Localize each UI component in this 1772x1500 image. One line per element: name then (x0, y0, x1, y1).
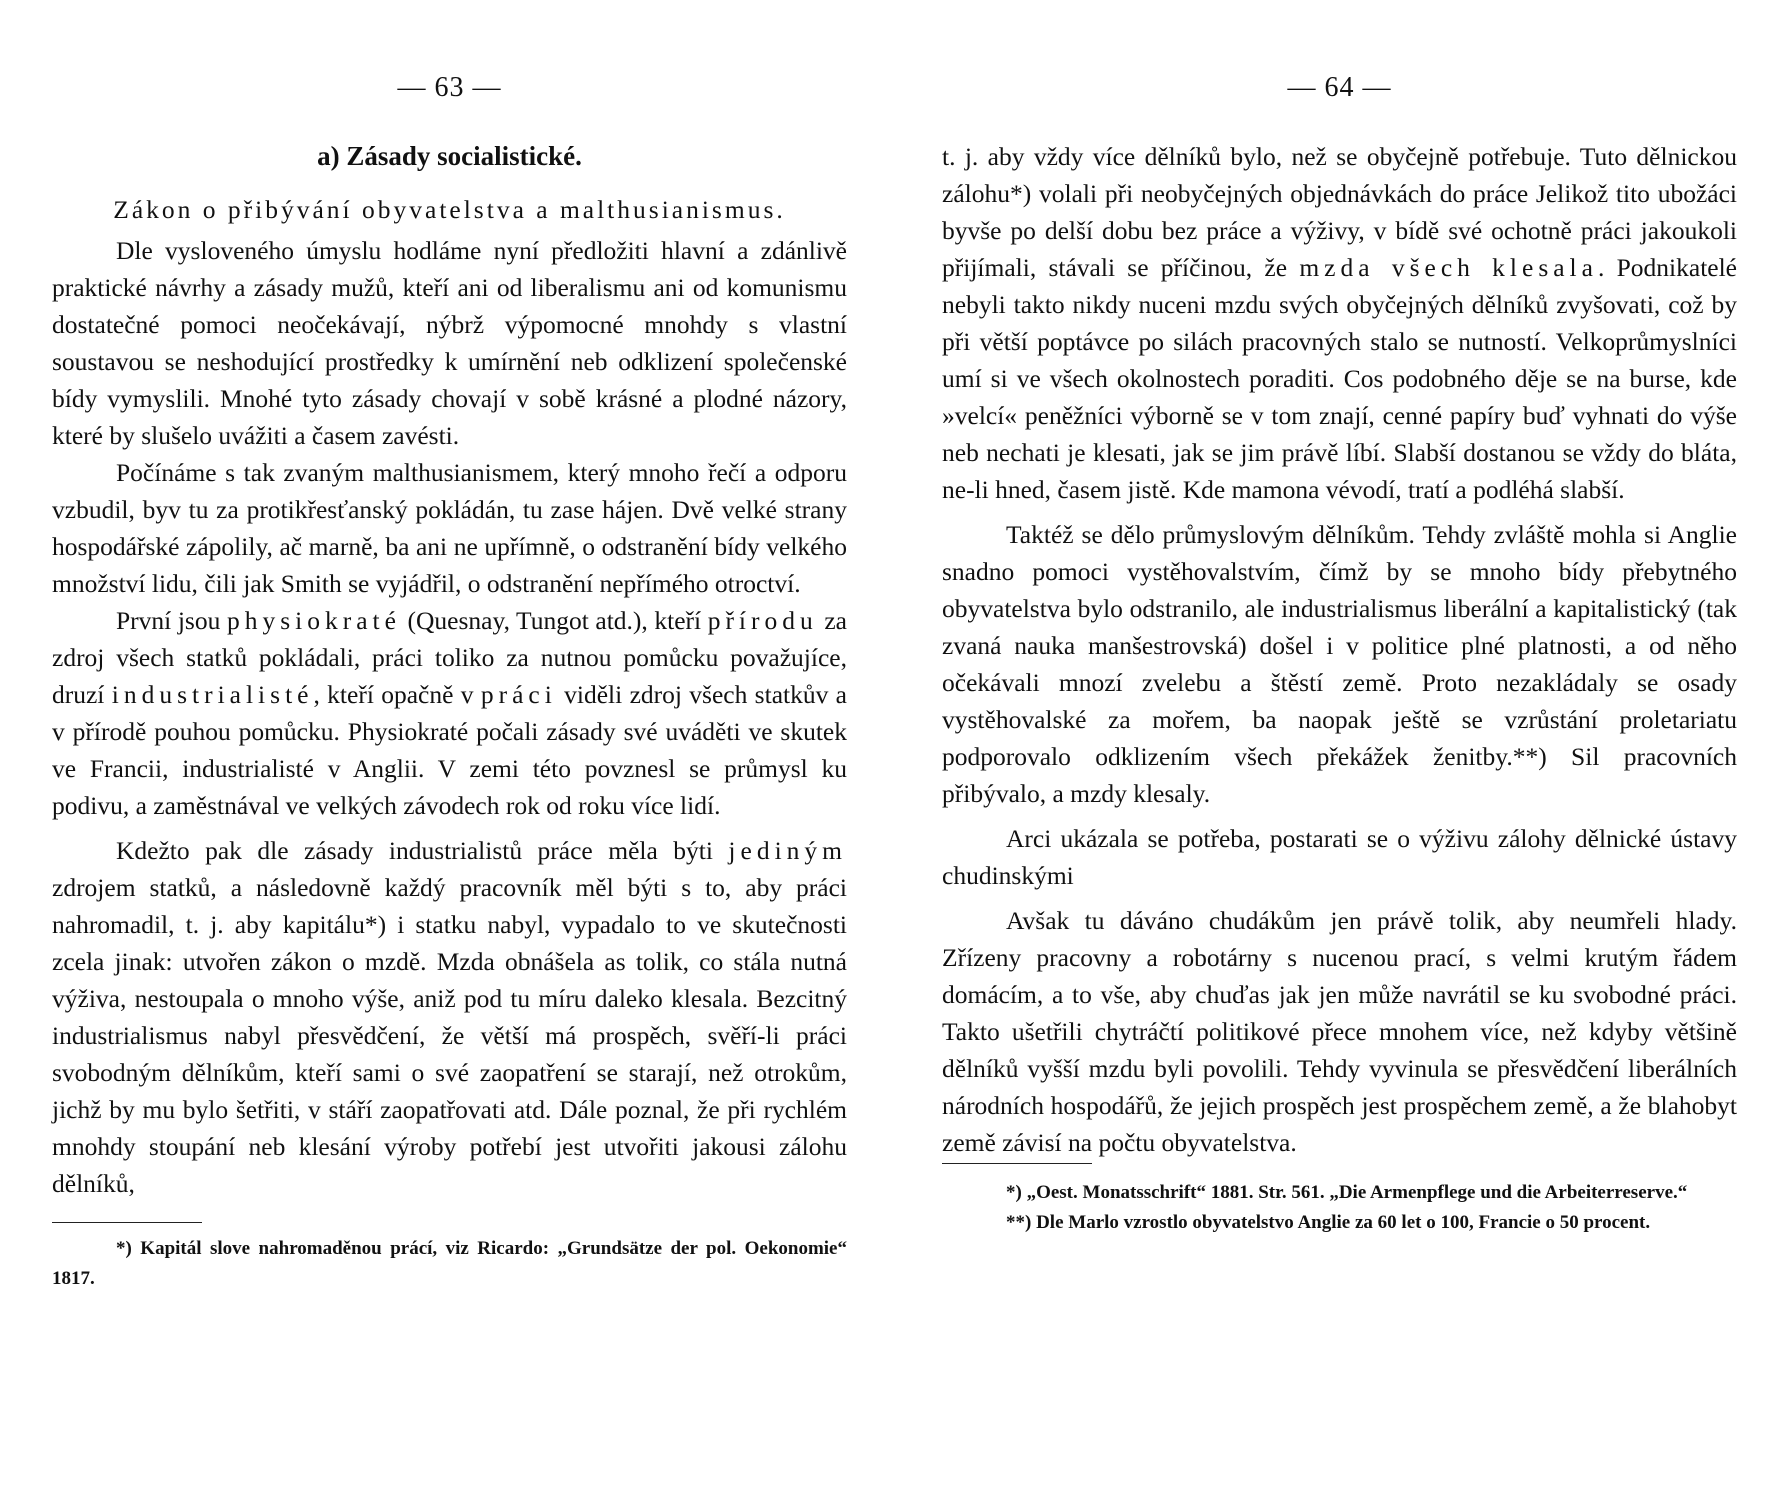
paragraph: Kdežto pak dle zásady industrialistů práce měla býti jediným zdrojem statků, a následovně každý pracovník měl býti s to, aby práci nahromadil, t. j. aby kapitálu*) i statku nabyl, vypadalo to ve skutečnosti zcela jinak: utvořen zákon o mzdě. Mzda obnášela as tolik, co stála nutná výživa, nestoupala o mnoho výše, aniž pod tu míru daleko klesala. Bezcitný industrialismus nabyl přesvědčení, že větší má prospěch, svěří-li práci svobodným dělníkům, kteří sami o své zaopatření se starají, než otrokům, jichž by mu bylo šetřiti, v stáří zaopatřovati atd. Dále poznal, že při rychlém mnohdy stoupání neb klesání výroby potřebí jest utvořiti jakousi zálohu dělníků, (52, 836, 847, 1198)
page-number: — 63 — (397, 72, 502, 103)
paragraph: Taktéž se dělo průmyslovým dělníkům. Tehdy zvláště mohla si Anglie snadno pomoci vystěhovalstvím, čímž by se mnoho bídy přebytného obyvatelstva bylo odstranilo, ale industrialismus liberální a kapitalistický (tak zvaná nauka manšestrovská) došel i v politice plné platnosti, a od něho očekávali mnozí zvelebu a štěstí země. Proto nezakládaly se osady vystěhovalské za mořem, ba naopak ještě se vzrůstání proletariatu podporovalo odklizením všech překážek ženitby.**) Sil pracovních přibývalo, a mzdy klesaly. (942, 520, 1737, 808)
footnote-rule (52, 1222, 202, 1223)
paragraph: Avšak tu dáváno chudákům jen právě tolik, aby neumřeli hlady. Zřízeny pracovny a robotárny s nucenou prací, s velmi krutým řádem domácím, a to vše, aby chuďas jak jen může navrátil se ku svobodné práci. Takto ušetřili chytráčtí politikové přece mnohem více, než kdyby většině dělníků vyšší mzdu byli povolili. Tehdy vyvinula se přesvědčení liberálních národních hospodářů, že jejich prospěch jest prospěchem země, a že blahobyt země závisí na počtu obyvatelstva. (942, 906, 1737, 1157)
right-page (942, 0, 1737, 1500)
spaced-term: physiokraté (226, 606, 401, 635)
spaced-term: práci (480, 680, 557, 709)
section-heading: a) Zásady socialistické. (317, 141, 582, 171)
page-number: — 64 — (1287, 72, 1392, 103)
left-page-body (52, 138, 847, 1202)
paragraph: Arci ukázala se potřeba, postarati se o výživu zálohy dělnické ústavy chudinskými (942, 824, 1737, 890)
spaced-term: přírodu (707, 606, 818, 635)
spaced-term: jediným (728, 836, 847, 865)
paragraph: Dle vysloveného úmyslu hodláme nyní předložiti hlavní a zdánlivě praktické návrhy a zásady mužů, kteří ani od liberalismu ani od komunismu dostatečné pomoci neočekávají, nýbrž výpomocné mnohdy s vlastní soustavou se neshodující prostředky k umírnění neb odklizení společenské bídy vymyslili. Mnohé tyto zásady chovají v sobě krásné a plodné názory, které by slušelo uvážiti a časem zavésti. (52, 236, 847, 450)
footnotes: *) „Oest. Monatsschrift“ 1881. Str. 561. „Die Armenpflege und die Arbeiterreserve.“ **) Dle Marlo vzrostlo obyvatelstvo Anglie za 60 let o 100, Francie o 50 procent. (1006, 1182, 1688, 1233)
section-subheading: Zákon o přibývání obyvatelstva a malthusianismus. (113, 195, 786, 224)
paragraph: První jsou physiokraté (Quesnay, Tungot atd.), kteří přírodu za zdroj všech statků pokládali, práci toliko za nutnou pomůcku považujíce, druzí industrialisté, kteří opačně v práci viděli zdroj všech statkův a v přírodě pouhou pomůcku. Physiokraté počali zásady své uváděti ve skutek ve Francii, industrialisté v Anglii. V zemi této povznesl se průmysl ku podivu, a zaměstnával ve velkých závodech rok od roku více lidí. (52, 606, 847, 820)
left-page (52, 0, 847, 1500)
right-page-body (942, 138, 1737, 1161)
footnote: *) Kapitál slove nahromaděnou prácí, viz Ricardo: „Grundsätze der pol. Oekonomie“ 1817. (52, 1238, 847, 1289)
paragraph: t. j. aby vždy více dělníků bylo, než se obyčejně potřebuje. Tuto dělnickou zálohu*) volali při neobyčejných objednávkách do práce Jelikož tito ubožáci byvše po delší dobu bez práce a výživy, v bídě své ochotně práci jakoukoli přijímali, stávali se příčinou, že mzda všech klesala. Podnikatelé nebyli takto nikdy nuceni mzdu svých obyčejných dělníků zvyšovati, což by při větší poptávce po silách pracovných stalo se nutností. Velkoprůmyslníci umí si ve všech okolnostech poraditi. Cos podobného děje se na burse, kde »velcí« peněžníci výborně se v tom znají, cenné papíry buď vyhnati do výše neb nechati je klesati, jak se jim právě líbí. Slabší dostanou se vždy do bláta, ne-li hned, časem jistě. Kde mamona vévodí, tratí a podléhá slabší. (942, 142, 1738, 504)
footnote-rule (942, 1163, 1092, 1164)
paragraph: Počínáme s tak zvaným malthusianismem, který mnoho řečí a odporu vzbudil, byv tu za protikřesťanský pokládán, tu zase hájen. Dvě velké strany hospodářské zápolily, ač marně, ba ani ne upřímně, o odstranění bídy velkého množství lidu, čili jak Smith se vyjádřil, o odstranění nepřímého otroctví. (52, 458, 847, 598)
spaced-term: industrialisté (111, 680, 314, 709)
spaced-term: mzda všech klesala (1299, 253, 1598, 282)
